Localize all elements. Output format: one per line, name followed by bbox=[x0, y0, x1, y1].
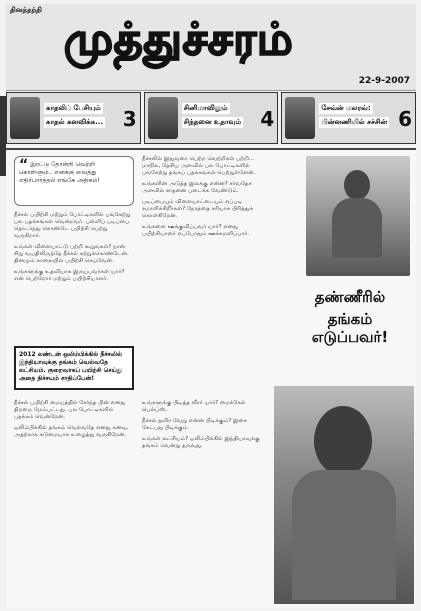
article-headline bbox=[288, 288, 412, 346]
quote-mark-icon: “ bbox=[19, 157, 29, 173]
paragraph: உங்களுக்கு உதவியாக இருப்பவர்கள் யார்? என் பெற்றோர் மற்றும் பயிற்சியாளர். bbox=[14, 269, 125, 282]
paragraph: உங்களுக்கு பிடித்த வீரர் யார்? மைக்கேல் பெல்ப்ஸ். bbox=[142, 400, 246, 413]
article-column-1b bbox=[14, 400, 134, 443]
paragraph: உங்களை ஊக்குவிப்பவர் யார்? எனது பயிற்சியாளர் எப்போதும் ஊக்கமளிப்பார். bbox=[142, 224, 250, 237]
teaser-line2: காதல் கனவிக்க... bbox=[46, 118, 104, 126]
article-column-3 bbox=[142, 400, 268, 454]
teaser-photo bbox=[10, 97, 40, 139]
photo-head bbox=[344, 170, 370, 200]
teaser-photo bbox=[148, 97, 178, 139]
intro-quote-text: இரட்டு தோன்றி வெற்றி கொள்ளும்.. எனக்கு வைத்து எதிர்பார்த்தல் எங்கே அதிகம்! bbox=[19, 161, 100, 184]
teaser-line1: சேவ்ன் மலரவ்: bbox=[321, 104, 371, 112]
paragraph: படிப்பையும் விளையாட்டையும் எப்படி சமாளிக்கிறீர்கள்? நேரத்தை சரியாக பிரித்துக் கொள்கிறேன். bbox=[142, 199, 254, 219]
photo-torso bbox=[332, 198, 382, 258]
paragraph: நீச்சல் பயிற்சி மற்றும் போட்டிகளில் பங்கேற்று பல பதக்கங்கள் வென்றவர். பள்ளிப் படிப்பை தொடர்ந்து கொண்டே பயிற்சி பெற்று வருகிறார். bbox=[14, 212, 131, 239]
swimmer-photo bbox=[306, 156, 410, 276]
teaser-page-number: 6 bbox=[398, 107, 413, 131]
teaser-line2: பின்னணியில் சச்சின் bbox=[321, 118, 388, 126]
teaser-page-number: 4 bbox=[260, 107, 275, 131]
teaser-item[interactable] bbox=[281, 92, 416, 144]
paragraph: நீச்சல் தவிர வேறு என்ன பிடிக்கும்? இசை கேட்பது பிடிக்கும். bbox=[142, 418, 247, 431]
paragraph: நீச்சலில் இதுவரை பெற்ற வெற்றிகள் பற்றி... மாநில, தேசிய அளவில் பல போட்டிகளில் பங்கேற்று தங்கப் பதக்கங்கள் பெற்றுள்ளேன். bbox=[142, 156, 256, 176]
headline-line2: தங்கம் எடுப்பவர்! bbox=[311, 310, 389, 346]
article-column-1 bbox=[14, 212, 134, 287]
paragraph: உங்களின் அடுத்த இலக்கு என்ன? சர்வதேச அளவில் சாதனை படைக்க வேண்டும். bbox=[142, 181, 252, 194]
intro-quote-box bbox=[14, 156, 134, 206]
feature-article bbox=[6, 148, 416, 608]
issue-date: 22-9-2007 bbox=[358, 76, 410, 86]
paragraph: உங்கள் விளையாட்டு பற்றி கூறுங்கள்? நான் சிறு வயதிலிருந்தே நீச்சல் கற்றுக்கொண்டேன். தினமும் காலையில் பயிற்சி செய்வேன். bbox=[14, 244, 129, 264]
teaser-photo bbox=[285, 97, 315, 139]
paragraph: ஒலிம்பிக்கில் தங்கம் வெல்வதே எனது கனவு. அதற்காக கடுமையாக உழைத்து வருகிறேன். bbox=[14, 425, 129, 438]
teaser-page-number: 3 bbox=[122, 107, 137, 131]
highlight-callout: 2012 லண்டன் ஒலிம்பிக்கில் நீச்சலில் இந்தியாவுக்கு தங்கம் வெல்வதே லட்சியம். குறைவாகப் பயிற்சி செய்து அதை நிச்சயம் சாதிப்பேன்! bbox=[14, 346, 134, 390]
masthead bbox=[6, 4, 416, 91]
portrait-photo bbox=[274, 386, 414, 604]
article-column-2 bbox=[142, 156, 260, 242]
photo-face bbox=[314, 406, 372, 476]
teaser-item[interactable] bbox=[6, 92, 141, 144]
teaser-row bbox=[6, 92, 416, 144]
headline-line1: தண்ணீரில் bbox=[314, 288, 386, 306]
masthead-title: முத்துச்சரம் bbox=[64, 14, 294, 65]
paragraph: உங்கள் லட்சியம்? ஒலிம்பிக்கில் இந்தியாவுக்கு தங்கம் வென்று தருவது. bbox=[142, 436, 260, 449]
teaser-item[interactable] bbox=[144, 92, 279, 144]
teaser-line2: சிந்தனை உதாவும் bbox=[183, 118, 241, 126]
paragraph: நீச்சல் பயிற்சி மையத்தில் சேர்ந்த பின் எனது திறமை மேம்பட்டது. பல போட்டிகளில் பதக்கம் வென்றேன். bbox=[14, 400, 126, 420]
teaser-line1: சினிமாவிலும் bbox=[183, 104, 228, 112]
teaser-line1: காதலிப் பேசியும் bbox=[46, 104, 101, 112]
photo-body bbox=[292, 470, 396, 600]
brand-name: தினத்தந்தி bbox=[10, 6, 42, 14]
